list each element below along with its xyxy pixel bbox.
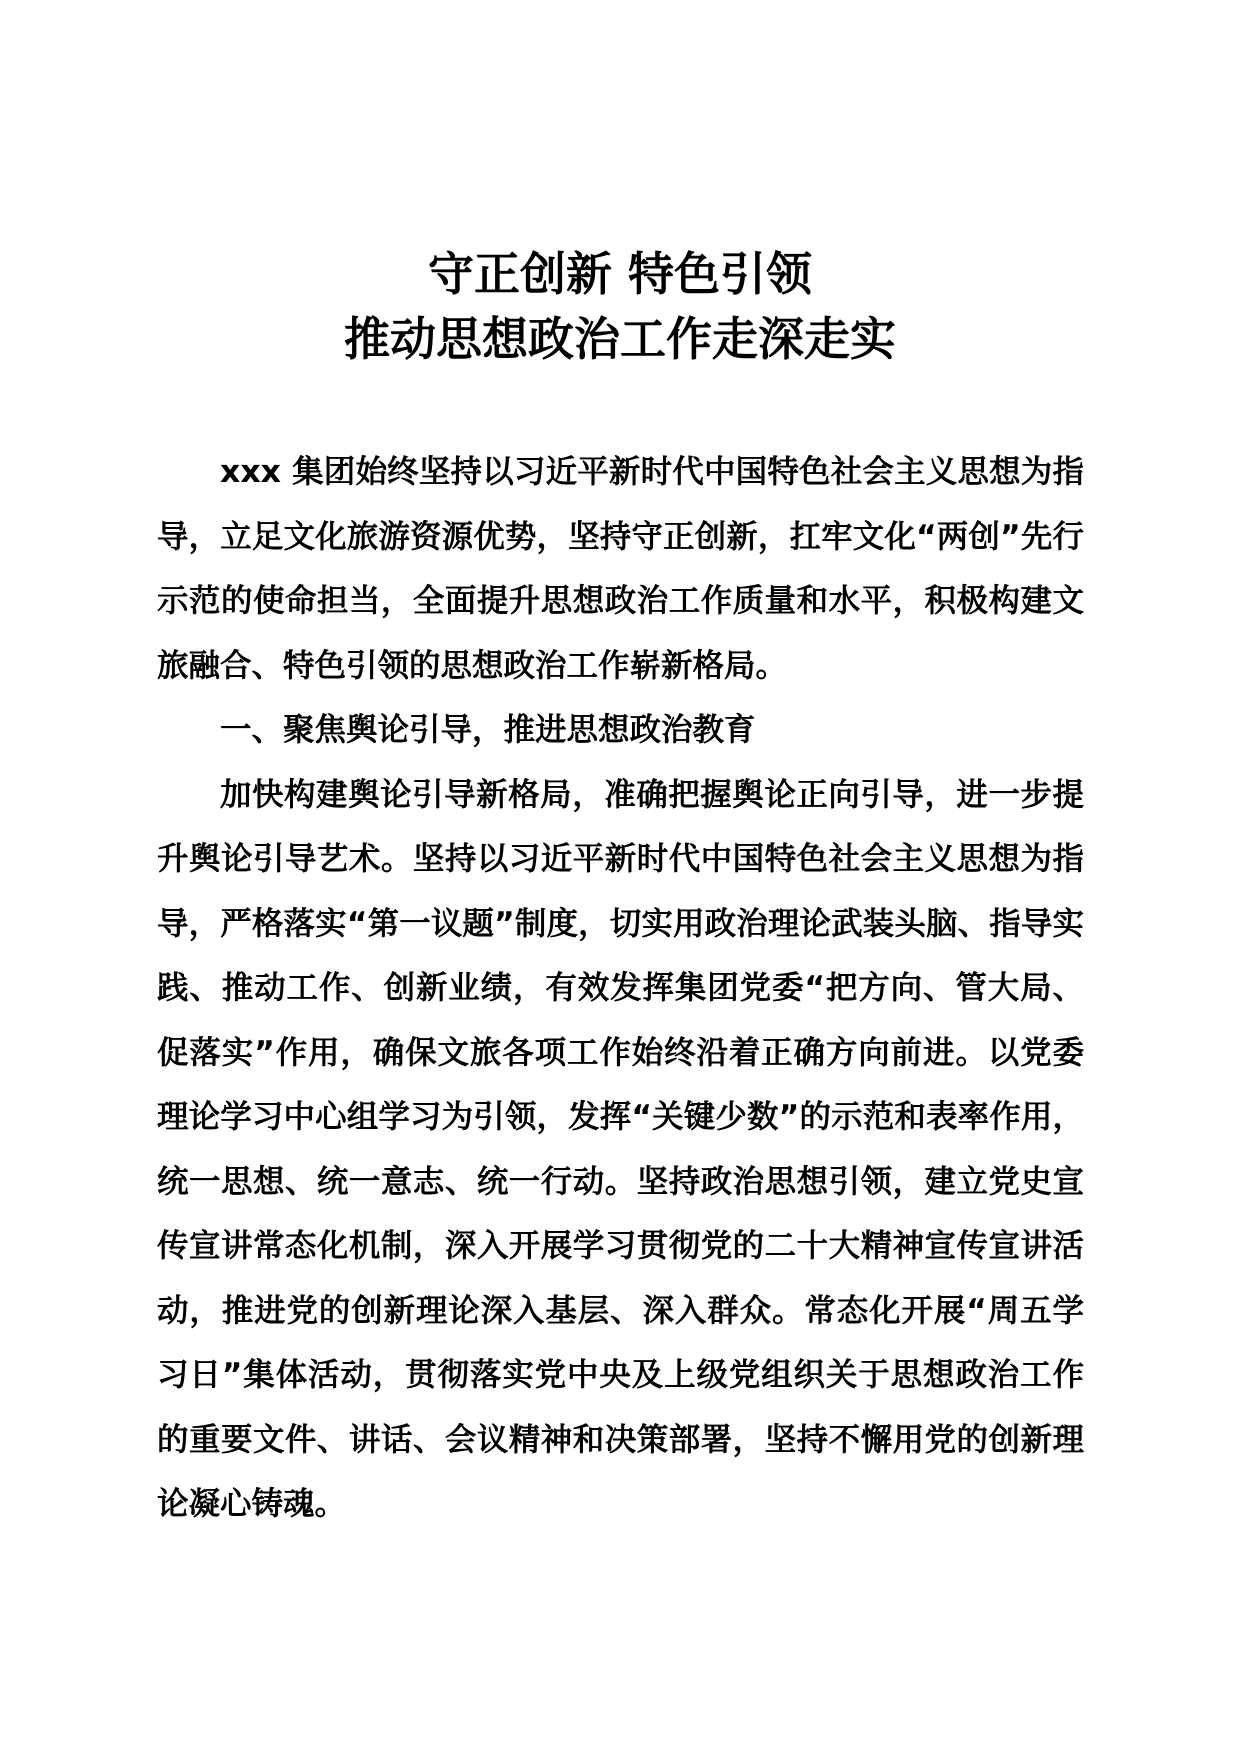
document-title-line-1: 守正创新 特色引领 xyxy=(427,247,812,301)
section-heading: 一、聚焦舆论引导，推进思想政治教育 xyxy=(220,712,756,748)
document-title-line-2: 推动思想政治工作走深走实 xyxy=(344,312,896,366)
section-paragraph: 加快构建舆论引导新格局，准确把握舆论正向引导，进一步提升舆论引导艺术。坚持以习近平新时代中国特色社会主义思想为指导，严格落实“第一议题”制度，切实用政治理论武装头脑、指导实践、推动工作、创新业绩，有效发挥集团党委“把方向、管大局、促落实”作用，确保文旅各项工作始终沿着正确方向前进。以党委理论学习中心组学习为引领，发挥“关键少数”的示范和表率作用，统一思想、统一意志、统一行动。坚持政治思想引领，建立党史宣传宣讲常态化机制，深入开展学习贯彻党的二十大精神宣传宣讲活动，推进党的创新理论深入基层、深入群众。常态化开展“周五学习日”集体活动，贯彻落实党中央及上级党组织关于思想政治工作的重要文件、讲话、会议精神和决策部署，坚持不懈用党的创新理论凝心铸魂。 xyxy=(157,776,1084,1522)
intro-paragraph: xxx 集团始终坚持以习近平新时代中国特色社会主义思想为指导，立足文化旅游资源优势，坚持守正创新，扛牢文化“两创”先行示范的使命担当，全面提升思想政治工作质量和水平，积极构建文旅融合、特色引领的思想政治工作崭新格局。 xyxy=(157,454,1084,684)
document-body xyxy=(157,440,1084,1537)
